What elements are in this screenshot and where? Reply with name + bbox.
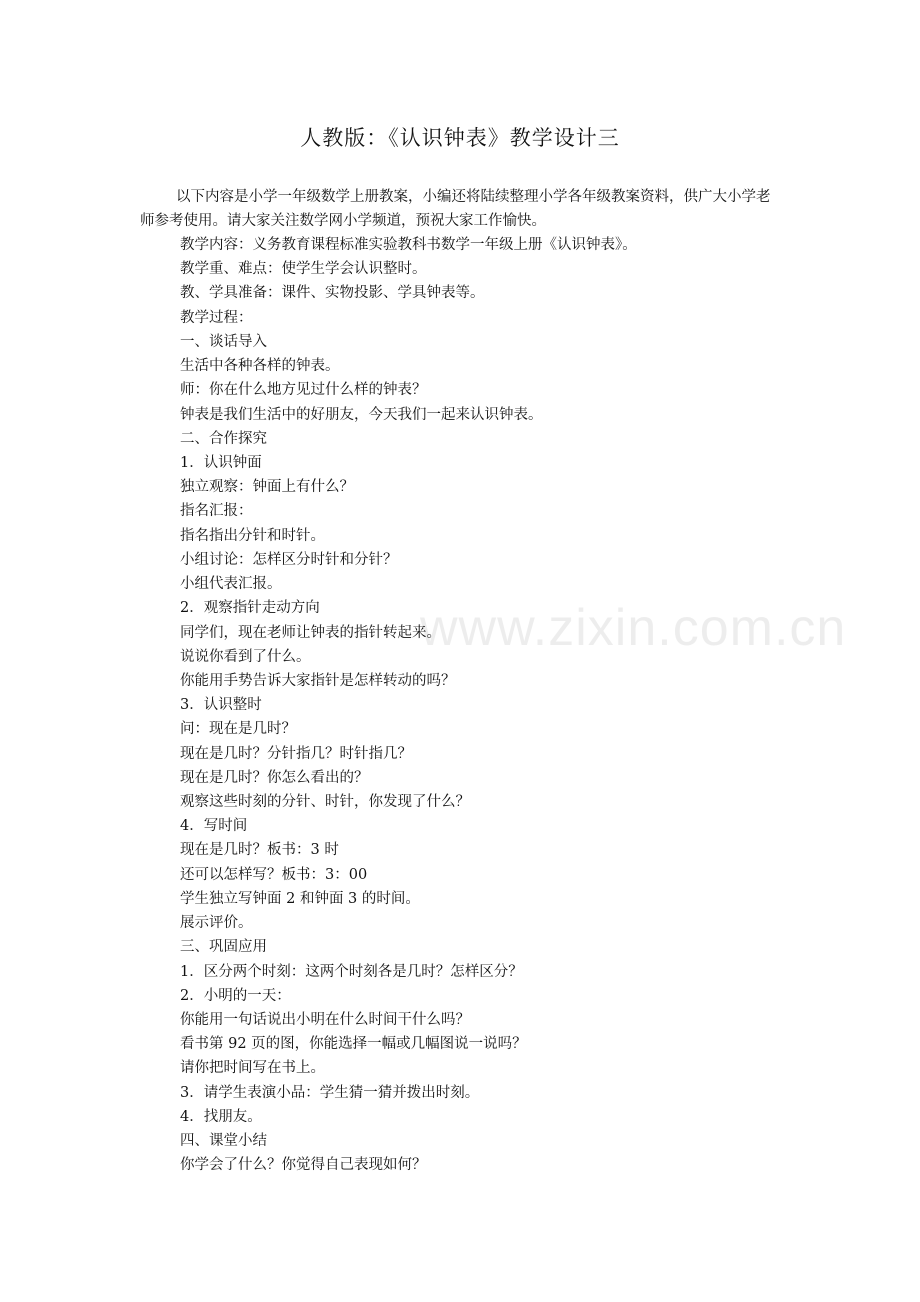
text-line: 请你把时间写在书上。 bbox=[180, 1060, 325, 1077]
text-line: 指名汇报： bbox=[180, 503, 253, 520]
text-line: 学生独立写钟面 2 和钟面 3 的时间。 bbox=[180, 890, 420, 907]
text-line: 3．请学生表演小品：学生猜一猜并拨出时刻。 bbox=[180, 1084, 480, 1101]
text-line: 你能用一句话说出小明在什么时间干什么吗？ bbox=[180, 1012, 470, 1028]
text-line: 问：现在是几时？ bbox=[180, 721, 296, 738]
text-line: 观察这些时刻的分针、时针，你发现了什么？ bbox=[180, 794, 470, 811]
text-line: 钟表是我们生活中的好朋友，今天我们一起来认识钟表。 bbox=[180, 406, 543, 423]
text-line: 4．写时间 bbox=[180, 818, 248, 835]
text-line: 一、谈话导入 bbox=[180, 333, 267, 350]
text-line: 你学会了什么？你觉得自己表现如何？ bbox=[180, 1157, 427, 1174]
text-line: 看书第 92 页的图，你能选择一幅或几幅图说一说吗？ bbox=[180, 1036, 527, 1053]
text-line: 教、学具准备：课件、实物投影、学具钟表等。 bbox=[180, 285, 485, 302]
text-line: 小组讨论：怎样区分时针和分针？ bbox=[180, 551, 398, 568]
text-line: 说说你看到了什么。 bbox=[180, 648, 311, 665]
watermark: www.zixin.com.cn bbox=[420, 599, 847, 657]
text-line: 独立观察：钟面上有什么？ bbox=[180, 479, 354, 496]
lesson-body bbox=[180, 233, 780, 1178]
text-line: 三、巩固应用 bbox=[180, 939, 267, 956]
text-line: 教学重、难点：使学生学会认识整时。 bbox=[180, 261, 427, 278]
text-line: 生活中各种各样的钟表。 bbox=[180, 358, 340, 375]
text-line: 1．区分两个时刻：这两个时刻各是几时？怎样区分？ bbox=[180, 963, 523, 980]
text-line: 现在是几时？分针指几？时针指几？ bbox=[180, 745, 412, 762]
text-line: 现在是几时？板书：3 时 bbox=[180, 842, 339, 859]
text-line: 教学过程： bbox=[180, 309, 253, 326]
text-line: 2．小明的一天： bbox=[180, 987, 291, 1004]
text-line: 同学们，现在老师让钟表的指针转起来。 bbox=[180, 624, 441, 641]
text-line: 4．找朋友。 bbox=[180, 1108, 262, 1125]
text-line: 四、课堂小结 bbox=[180, 1133, 267, 1150]
text-line: 1．认识钟面 bbox=[180, 454, 262, 471]
text-line: 指名指出分针和时针。 bbox=[180, 527, 325, 544]
text-line: 还可以怎样写？板书：3：00 bbox=[180, 866, 368, 883]
text-line: 教学内容：义务教育课程标准实验教科书数学一年级上册《认识钟表》。 bbox=[180, 237, 637, 253]
text-line: 二、合作探究 bbox=[180, 430, 267, 447]
text-line: 3．认识整时 bbox=[180, 697, 262, 714]
text-line: 2．观察指针走动方向 bbox=[180, 600, 320, 617]
text-line: 展示评价。 bbox=[180, 915, 253, 932]
text-line: 你能用手势告诉大家指针是怎样转动的吗？ bbox=[180, 672, 456, 689]
text-line: 师：你在什么地方见过什么样的钟表？ bbox=[180, 382, 427, 399]
document-title: 人教版：《认识钟表》教学设计三 bbox=[300, 126, 620, 150]
text-line: 小组代表汇报。 bbox=[180, 576, 282, 593]
intro-paragraph: 以下内容是小学一年级数学上册教案，小编还将陆续整理小学各年级教案资料，供广大小学老师参考使用。请大家关注数学网小学频道，预祝大家工作愉快。 bbox=[140, 189, 771, 229]
text-line: 现在是几时？你怎么看出的？ bbox=[180, 769, 369, 786]
